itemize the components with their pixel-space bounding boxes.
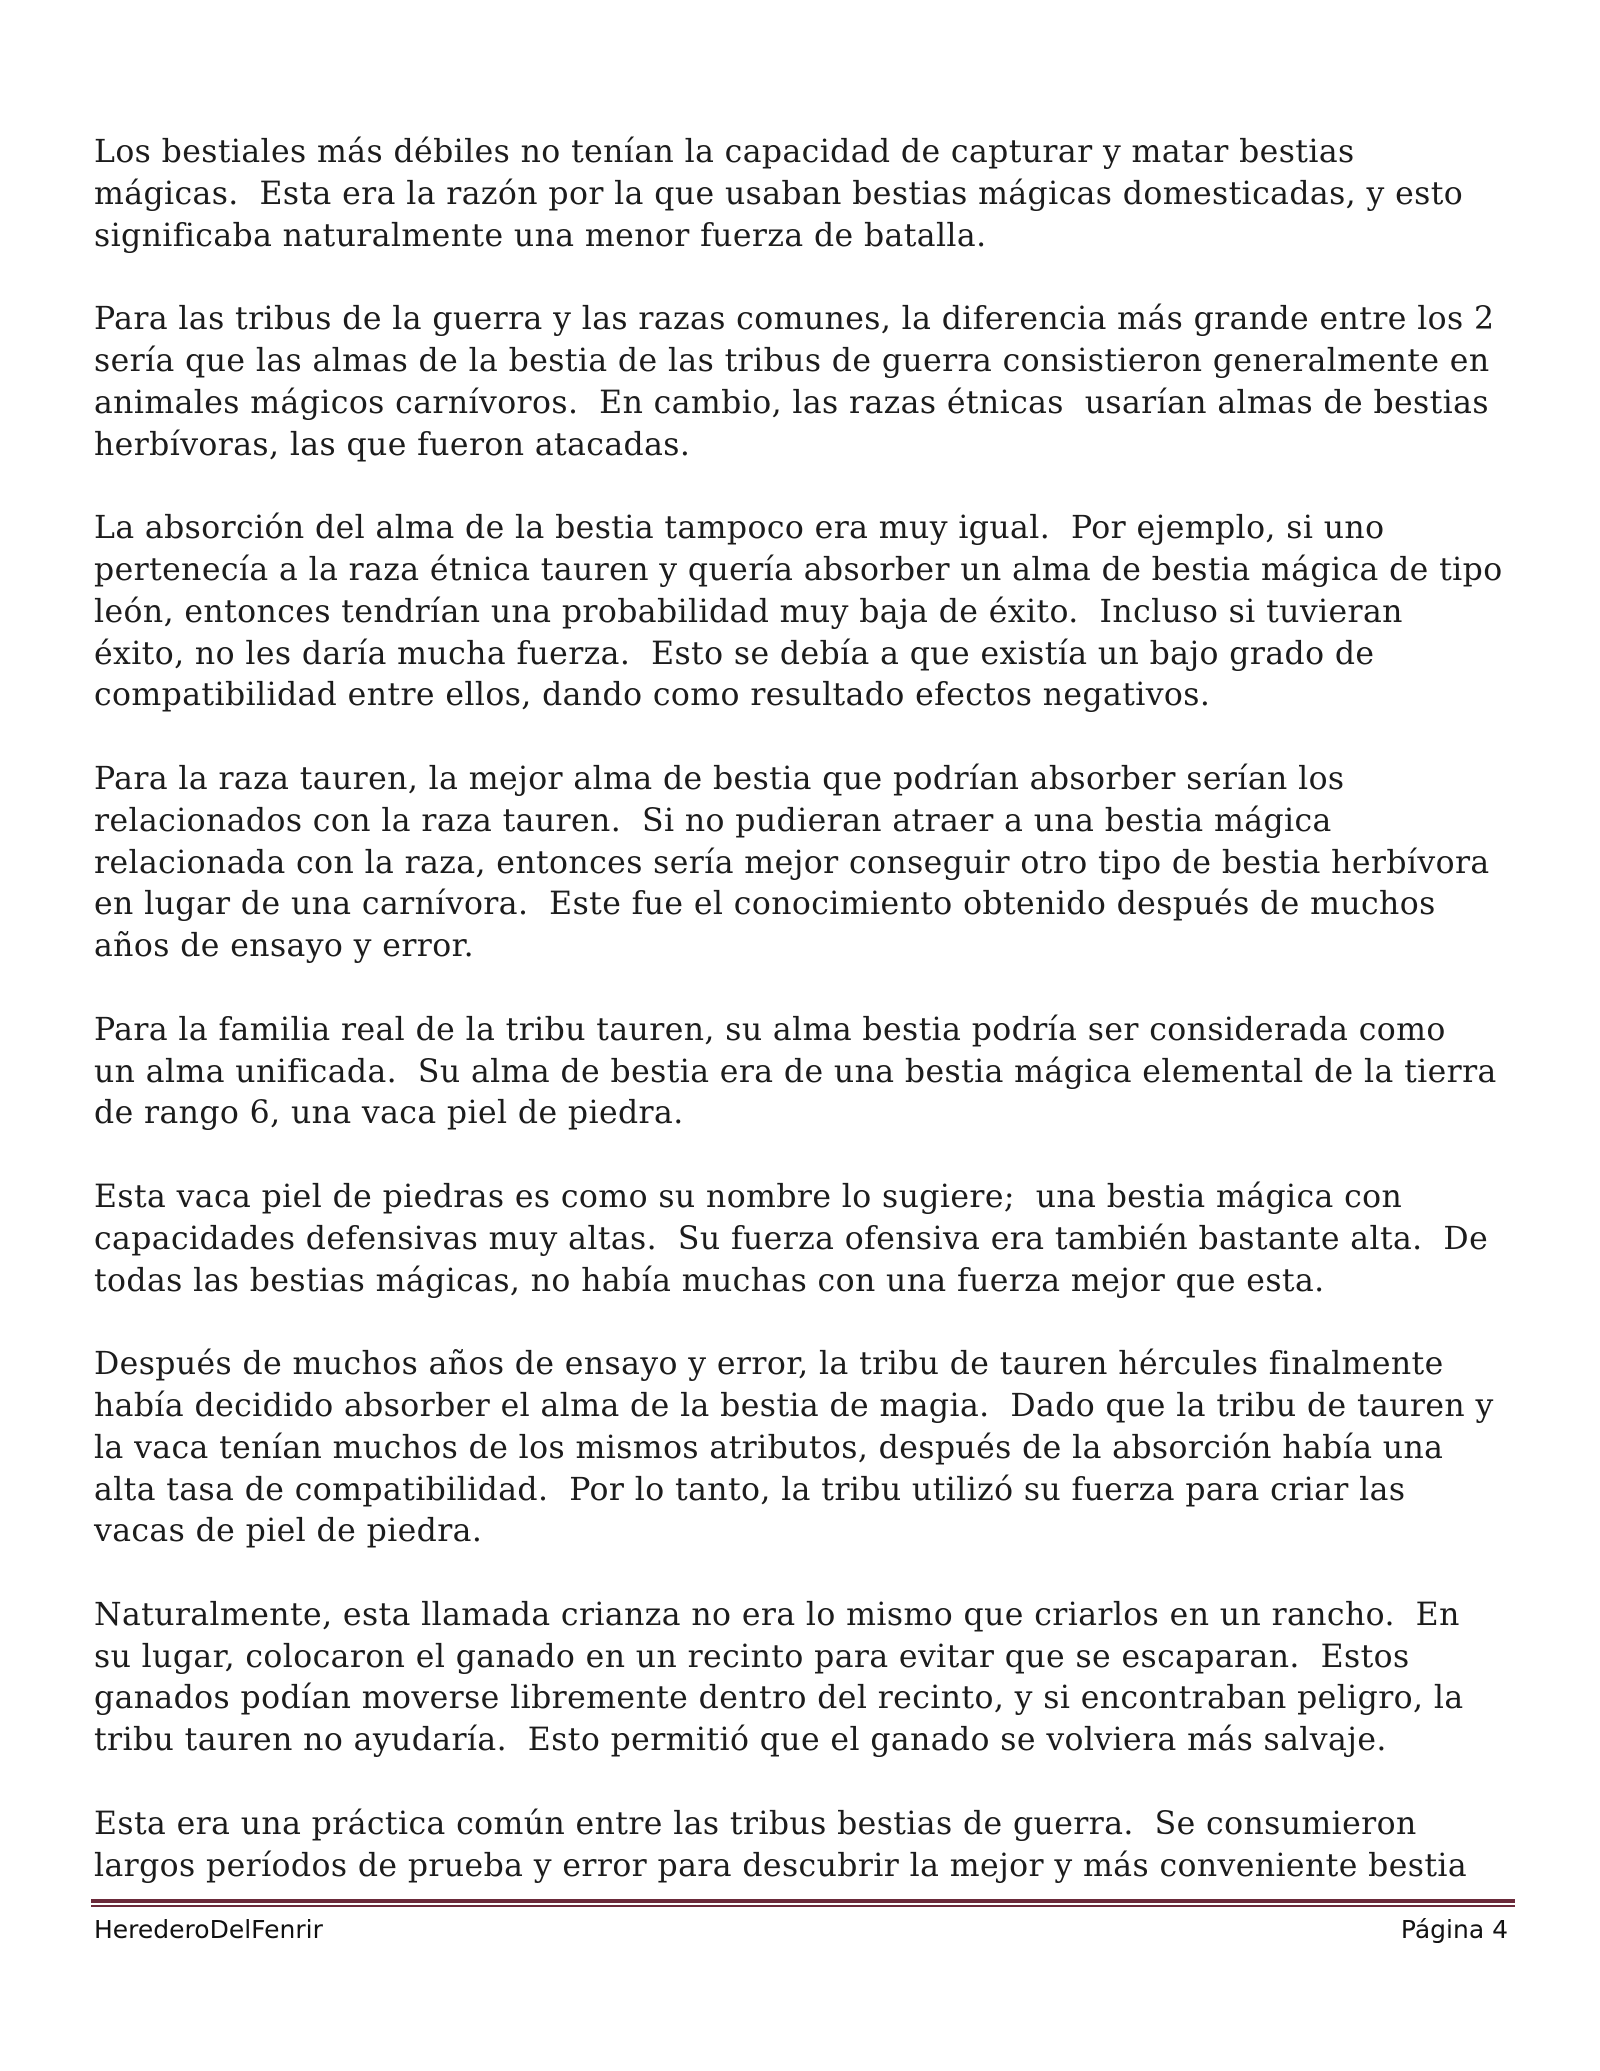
- text-line: Para la familia real de la tribu tauren, su alma bestia podría ser considerada como: [94, 1011, 1446, 1048]
- paragraph: [94, 759, 1514, 968]
- text-line: significaba naturalmente una menor fuerza de batalla.: [94, 217, 987, 254]
- text-line: relacionados con la raza tauren. Si no pudieran atraer a una bestia mágica: [94, 802, 1332, 839]
- footer-rule-thick: [91, 1899, 1515, 1903]
- text-line: león, entonces tendrían una probabilidad muy baja de éxito. Incluso si tuvieran: [94, 593, 1403, 630]
- text-line: animales mágicos carnívoros. En cambio, las razas étnicas usarían almas de bestias: [94, 384, 1489, 421]
- text-line: alta tasa de compatibilidad. Por lo tanto, la tribu utilizó su fuerza para criar las: [94, 1471, 1406, 1508]
- text-line: su lugar, colocaron el ganado en un recinto para evitar que se escaparan. Estos: [94, 1638, 1410, 1675]
- text-line: había decidido absorber el alma de la bestia de magia. Dado que la tribu de tauren y: [94, 1387, 1494, 1424]
- text-line: todas las bestias mágicas, no había muchas con una fuerza mejor que esta.: [94, 1262, 1325, 1299]
- paragraph: [94, 299, 1514, 466]
- text-line: Para la raza tauren, la mejor alma de bestia que podrían absorber serían los: [94, 760, 1345, 797]
- text-line: largos períodos de prueba y error para descubrir la mejor y más conveniente bestia: [94, 1847, 1468, 1884]
- footer-author: HerederoDelFenrir: [94, 1915, 323, 1944]
- text-line: Después de muchos años de ensayo y error, la tribu de tauren hércules finalmente: [94, 1346, 1444, 1383]
- text-line: La absorción del alma de la bestia tampoco era muy igual. Por ejemplo, si uno: [94, 510, 1385, 547]
- text-line: pertenecía a la raza étnica tauren y quería absorber un alma de bestia mágica de tipo: [94, 551, 1503, 588]
- text-line: ganados podían moverse libremente dentro del recinto, y si encontraban peligro, la: [94, 1680, 1464, 1717]
- document-body: [94, 132, 1514, 1929]
- text-line: la vaca tenían muchos de los mismos atributos, después de la absorción había una: [94, 1429, 1444, 1466]
- text-line: un alma unificada. Su alma de bestia era de una bestia mágica elemental de la tierra: [94, 1053, 1497, 1090]
- text-line: capacidades defensivas muy altas. Su fuerza ofensiva era también bastante alta. De: [94, 1220, 1489, 1257]
- page-number: Página 4: [1400, 1915, 1508, 1944]
- text-line: en lugar de una carnívora. Este fue el conocimiento obtenido después de muchos: [94, 886, 1436, 923]
- paragraph: [94, 1344, 1514, 1553]
- text-line: compatibilidad entre ellos, dando como resultado efectos negativos.: [94, 677, 1211, 714]
- text-line: mágicas. Esta era la razón por la que usaban bestias mágicas domesticadas, y esto: [94, 175, 1464, 212]
- text-line: Para las tribus de la guerra y las razas comunes, la diferencia más grande entre los 2: [94, 301, 1495, 338]
- text-line: de rango 6, una vaca piel de piedra.: [94, 1095, 684, 1132]
- paragraph: [94, 132, 1514, 257]
- text-line: sería que las almas de la bestia de las tribus de guerra consistieron generalmente en: [94, 342, 1490, 379]
- text-line: vacas de piel de piedra.: [94, 1513, 483, 1550]
- paragraph: [94, 1595, 1514, 1762]
- footer-rule-thin: [91, 1905, 1515, 1907]
- footer-rule: [91, 1899, 1515, 1907]
- text-line: años de ensayo y error.: [94, 928, 475, 965]
- text-line: relacionada con la raza, entonces sería mejor conseguir otro tipo de bestia herbívora: [94, 844, 1490, 881]
- text-line: Esta vaca piel de piedras es como su nombre lo sugiere; una bestia mágica con: [94, 1178, 1403, 1215]
- paragraph: [94, 1010, 1514, 1135]
- paragraph: [94, 1804, 1514, 1888]
- text-line: tribu tauren no ayudaría. Esto permitió que el ganado se volviera más salvaje.: [94, 1722, 1387, 1759]
- paragraph: [94, 508, 1514, 717]
- text-line: Naturalmente, esta llamada crianza no era lo mismo que criarlos en un rancho. En: [94, 1596, 1460, 1633]
- text-line: Los bestiales más débiles no tenían la capacidad de capturar y matar bestias: [94, 134, 1355, 170]
- text-line: Esta era una práctica común entre las tribus bestias de guerra. Se consumieron: [94, 1805, 1417, 1842]
- text-line: éxito, no les daría mucha fuerza. Esto se debía a que existía un bajo grado de: [94, 635, 1375, 672]
- paragraph: [94, 1177, 1514, 1302]
- text-line: herbívoras, las que fueron atacadas.: [94, 426, 691, 463]
